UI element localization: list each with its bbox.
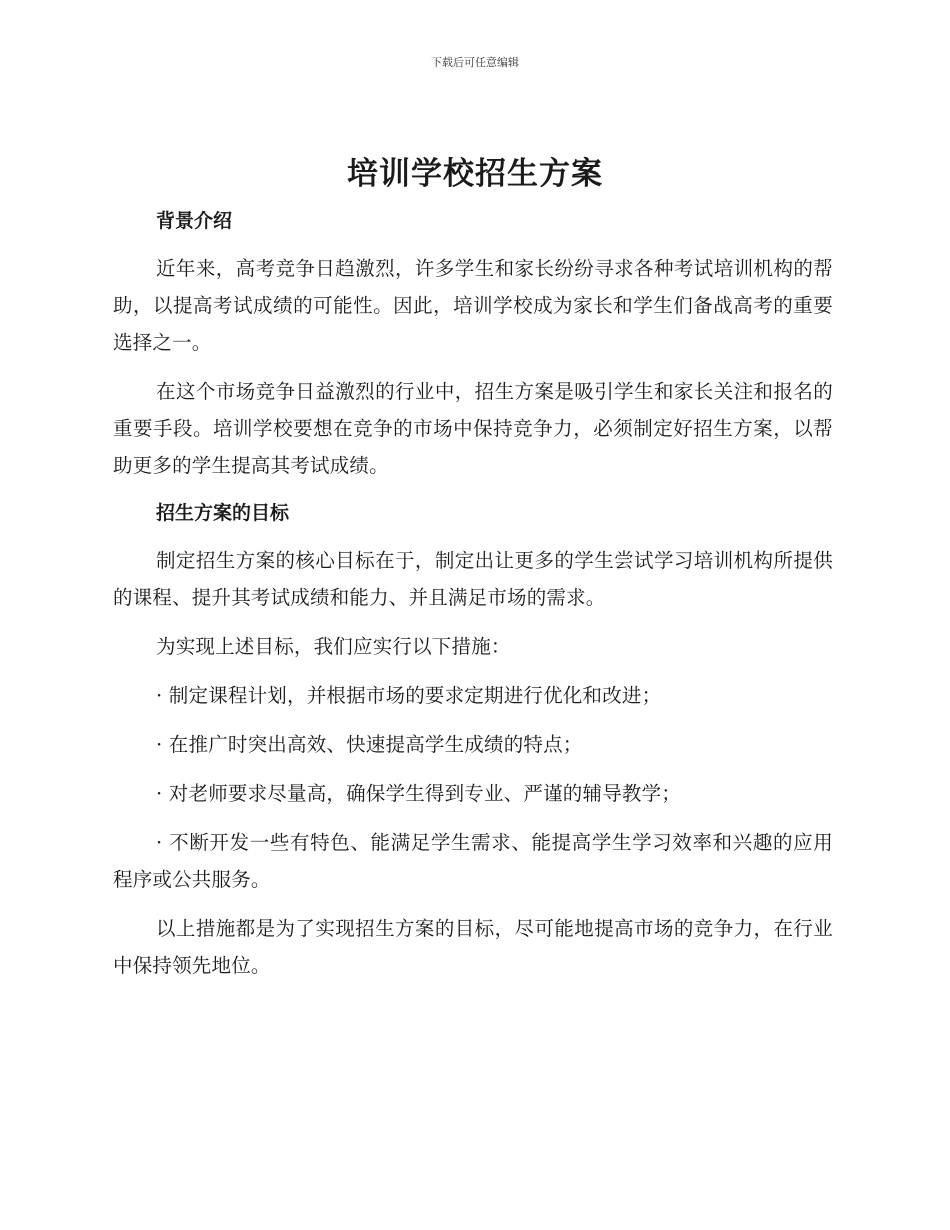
header-note: 下载后可任意编辑 — [431, 56, 519, 69]
section-heading-background: 背景介绍 — [156, 210, 233, 232]
paragraph: 近年来，高考竞争日趋激烈，许多学生和家长纷纷寻求各种考试培训机构的帮助，以提高考试成绩的可能性。因此，培训学校成为家长和学生们备战高考的重要选择之一。 — [113, 257, 833, 354]
section-heading-goals: 招生方案的目标 — [156, 502, 290, 524]
bullet-item: · 对老师要求尽量高，确保学生得到专业、严谨的辅导教学； — [156, 782, 681, 805]
bullet-item: · 在推广时突出高效、快速提高学生成绩的特点； — [156, 733, 583, 756]
bullet-item: · 制定课程计划，并根据市场的要求定期进行优化和改进； — [156, 684, 662, 707]
document-title: 培训学校招生方案 — [347, 156, 603, 192]
closing-paragraph: 以上措施都是为了实现招生方案的目标，尽可能地提高市场的竞争力，在行业中保持领先地位。 — [113, 917, 833, 977]
bullet-item: · 不断开发一些有特色、能满足学生需求、能提高学生学习效率和兴趣的应用程序或公共服务。 — [113, 831, 833, 891]
paragraph: 为实现上述目标，我们应实行以下措施： — [156, 635, 511, 658]
paragraph: 制定招生方案的核心目标在于，制定出让更多的学生尝试学习培训机构所提供的课程、提升其考试成绩和能力、并且满足市场的需求。 — [113, 549, 833, 609]
paragraph: 在这个市场竞争日益激烈的行业中，招生方案是吸引学生和家长关注和报名的重要手段。培训学校要想在竞争的市场中保持竞争力，必须制定好招生方案，以帮助更多的学生提高其考试成绩。 — [113, 380, 833, 477]
document-body — [113, 204, 833, 996]
